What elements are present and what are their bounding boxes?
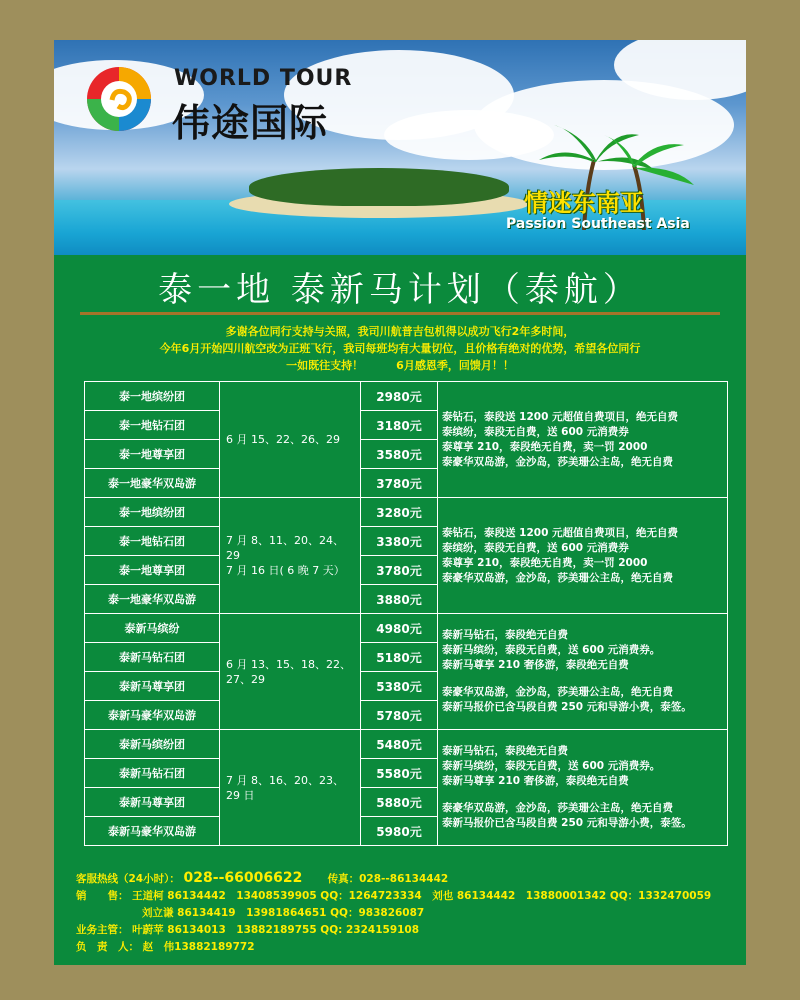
date-line: 6 月 13、15、18、22、 [226,657,351,671]
world-tour-logo [84,64,154,134]
tour-price: 4980元 [361,614,438,643]
tour-name: 泰一地钻石团 [85,411,220,440]
head-contact: 赵 伟13882189772 [142,941,255,953]
brand-name-cn: 伟途国际 [172,101,329,145]
tour-name: 泰一地缤纷团 [85,382,220,411]
note-line: 泰豪华双岛游，金沙岛，莎美珊公主岛，绝无自费 [442,571,673,584]
page-title: 泰一地 泰新马计划（泰航） [158,270,642,310]
date-line: 7 月 16 日( 6 晚 7 天） [226,564,345,577]
departure-dates [220,382,361,498]
tour-price: 5780元 [361,701,438,730]
tour-price: 3380元 [361,527,438,556]
tour-notes [438,382,728,498]
date-line: 29 [226,549,240,562]
intro-line: 一如既往支持！ 6月感恩季，回馈月！！ [286,359,514,372]
brand-name-en: WORLD TOUR [174,66,353,91]
tour-name: 泰新马缤纷团 [85,730,220,759]
tour-price: 3780元 [361,469,438,498]
tour-name: 泰新马豪华双岛游 [85,701,220,730]
note-line: 泰尊享 210，泰段绝无自费，卖一罚 2000 [442,440,648,453]
tour-price: 3280元 [361,498,438,527]
fax: 传真：028--86134442 [327,873,449,885]
tour-notes [438,614,728,730]
departure-dates [220,614,361,730]
note-line: 泰新马尊享 210 奢侈游，泰段绝无自费 [442,659,629,671]
date-line: 6 月 15、22、26、29 [226,433,340,446]
tour-name: 泰一地钻石团 [85,527,220,556]
price-table [84,381,728,846]
note-line: 泰尊享 210，泰段绝无自费，卖一罚 2000 [442,556,648,569]
tour-price: 5880元 [361,788,438,817]
departure-dates [220,498,361,614]
note-line: 泰缤纷，泰段无自费，送 600 元消费券 [442,541,629,554]
note-line: 泰新马钻石，泰段绝无自费 [442,629,568,641]
tour-price: 3780元 [361,556,438,585]
tour-name: 泰新马钻石团 [85,759,220,788]
slogan-en: Passion Southeast Asia [506,216,690,232]
date-line: 29 日 [226,788,255,802]
tour-price: 5180元 [361,643,438,672]
contact-footer [76,870,711,956]
table-row [85,498,728,527]
note-line: 泰新马报价已含马段自费 250 元和导游小费，泰签。 [442,701,692,713]
date-line: 7 月 8、11、20、24、 [226,534,344,547]
intro-line: 多谢各位同行支持与关照，我司川航普吉包机得以成功飞行2年多时间， [225,325,575,338]
tour-name: 泰新马缤纷 [85,614,220,643]
tour-price: 5380元 [361,672,438,701]
note-line: 泰钻石，泰段送 1200 元超值自费项目，绝无自费 [442,526,679,539]
manager-label: 业务主管： [76,924,129,936]
tour-name: 泰新马尊享团 [85,788,220,817]
date-line: 7 月 8、16、20、23、 [226,773,344,787]
sales-label: 销 售： [76,890,129,902]
date-line: 27、29 [226,672,265,686]
sales-contacts: 刘立谦 86134419 13981864651 QQ：983826087 [142,907,425,919]
tour-name: 泰一地尊享团 [85,556,220,585]
note-line: 泰钻石，泰段送 1200 元超值自费项目，绝无自费 [442,410,679,423]
banner [54,40,746,255]
note-line: 泰新马尊享 210 奢侈游，泰段绝无自费 [442,775,629,787]
tour-price: 2980元 [361,382,438,411]
sales-contacts: 王道柯 86134442 13408539905 QQ：1264723334 刘也 86134442 13880001342 QQ：1332470059 [132,890,712,902]
note-line: 泰新马缤纷，泰段无自费，送 600 元消费券。 [442,644,661,656]
table-row [85,730,728,759]
note-gap [442,673,727,685]
tour-name: 泰一地缤纷团 [85,498,220,527]
note-line: 泰豪华双岛游，金沙岛，莎美珊公主岛，绝无自费 [442,455,673,468]
intro-text [74,323,726,374]
tour-name: 泰新马尊享团 [85,672,220,701]
tour-name: 泰新马豪华双岛游 [85,817,220,846]
note-line: 泰缤纷，泰段无自费，送 600 元消费券 [442,425,629,438]
manager-contact: 叶蔚苹 86134013 13882189755 QQ: 2324159108 [132,924,420,936]
tour-price: 5580元 [361,759,438,788]
slogan-cn: 情迷东南亚 [524,189,644,217]
hotline-label: 客服热线（24小时）： [76,873,180,885]
tour-notes [438,498,728,614]
hotline-number: 028--66006622 [183,870,303,886]
tour-name: 泰一地豪华双岛游 [85,585,220,614]
table-row [85,382,728,411]
note-line: 泰新马钻石，泰段绝无自费 [442,745,568,757]
tour-price: 5480元 [361,730,438,759]
tour-price: 3180元 [361,411,438,440]
divider [80,312,720,315]
tour-notes [438,730,728,846]
tour-price: 3880元 [361,585,438,614]
tour-price: 5980元 [361,817,438,846]
note-line: 泰新马缤纷，泰段无自费，送 600 元消费券。 [442,760,661,772]
note-line: 泰豪华双岛游，金沙岛，莎美珊公主岛，绝无自费 [442,686,673,698]
note-gap [442,789,727,801]
table-row [85,614,728,643]
intro-line: 今年6月开始四川航空改为正班飞行，我司每班均有大量切位，且价格有绝对的优势，希望各位同行 [159,342,641,355]
note-line: 泰豪华双岛游，金沙岛，莎美珊公主岛，绝无自费 [442,802,673,814]
departure-dates [220,730,361,846]
tour-price: 3580元 [361,440,438,469]
head-label: 负 责 人： [76,941,139,953]
tour-name: 泰一地豪华双岛游 [85,469,220,498]
poster [54,40,746,965]
note-line: 泰新马报价已含马段自费 250 元和导游小费，泰签。 [442,817,692,829]
tour-name: 泰新马钻石团 [85,643,220,672]
tour-name: 泰一地尊享团 [85,440,220,469]
